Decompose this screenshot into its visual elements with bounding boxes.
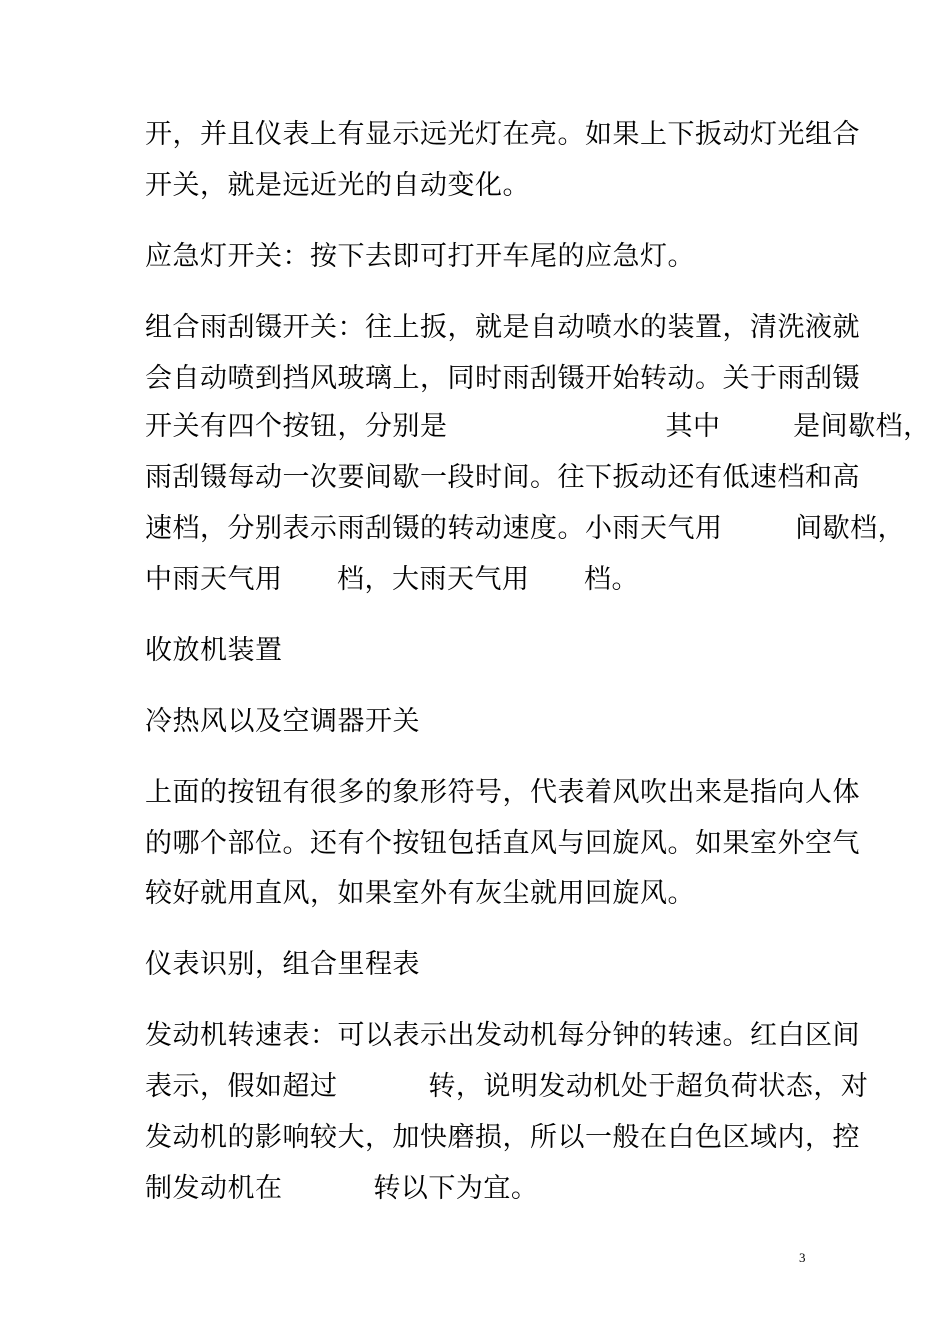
section-heading: 收放机装置 xyxy=(145,635,283,666)
section-heading: 仪表识别，组合里程表 xyxy=(145,949,420,980)
text-line: 速档，分别表示雨刮镊的转动速度。小雨天气用 间歇档， xyxy=(145,513,906,544)
section-heading: 冷热风以及空调器开关 xyxy=(145,706,420,737)
text-line: 发动机转速表：可以表示出发动机每分钟的转速。红白区间 xyxy=(145,1020,860,1051)
text-line: 中雨天气用 档，大雨天气用 档。 xyxy=(145,564,639,595)
page-number: 3 xyxy=(799,1250,806,1265)
text-line: 制发动机在 转以下为宜。 xyxy=(145,1173,539,1204)
text-line: 开关有四个按钮，分别是 其中 是间歇档， xyxy=(145,411,931,442)
text-line: 组合雨刮镊开关：往上扳，就是自动喷水的装置，清洗液就 xyxy=(145,312,860,343)
text-line: 开，并且仪表上有显示远光灯在亮。如果上下扳动灯光组合 xyxy=(145,119,860,150)
text-line: 较好就用直风，如果室外有灰尘就用回旋风。 xyxy=(145,878,695,909)
text-line: 发动机的影响较大，加快磨损，所以一般在白色区域内，控 xyxy=(145,1122,860,1153)
text-line: 雨刮镊每动一次要间歇一段时间。往下扳动还有低速档和高 xyxy=(145,462,860,493)
text-line: 开关，就是远近光的自动变化。 xyxy=(145,170,530,201)
text-line: 表示，假如超过 转，说明发动机处于超负荷状态，对 xyxy=(145,1071,869,1102)
text-line: 会自动喷到挡风玻璃上，同时雨刮镊开始转动。关于雨刮镊 xyxy=(145,363,860,394)
text-line: 应急灯开关：按下去即可打开车尾的应急灯。 xyxy=(145,241,695,272)
text-line: 上面的按钮有很多的象形符号，代表着风吹出来是指向人体 xyxy=(145,777,860,808)
text-line: 的哪个部位。还有个按钮包括直风与回旋风。如果室外空气 xyxy=(145,828,860,859)
